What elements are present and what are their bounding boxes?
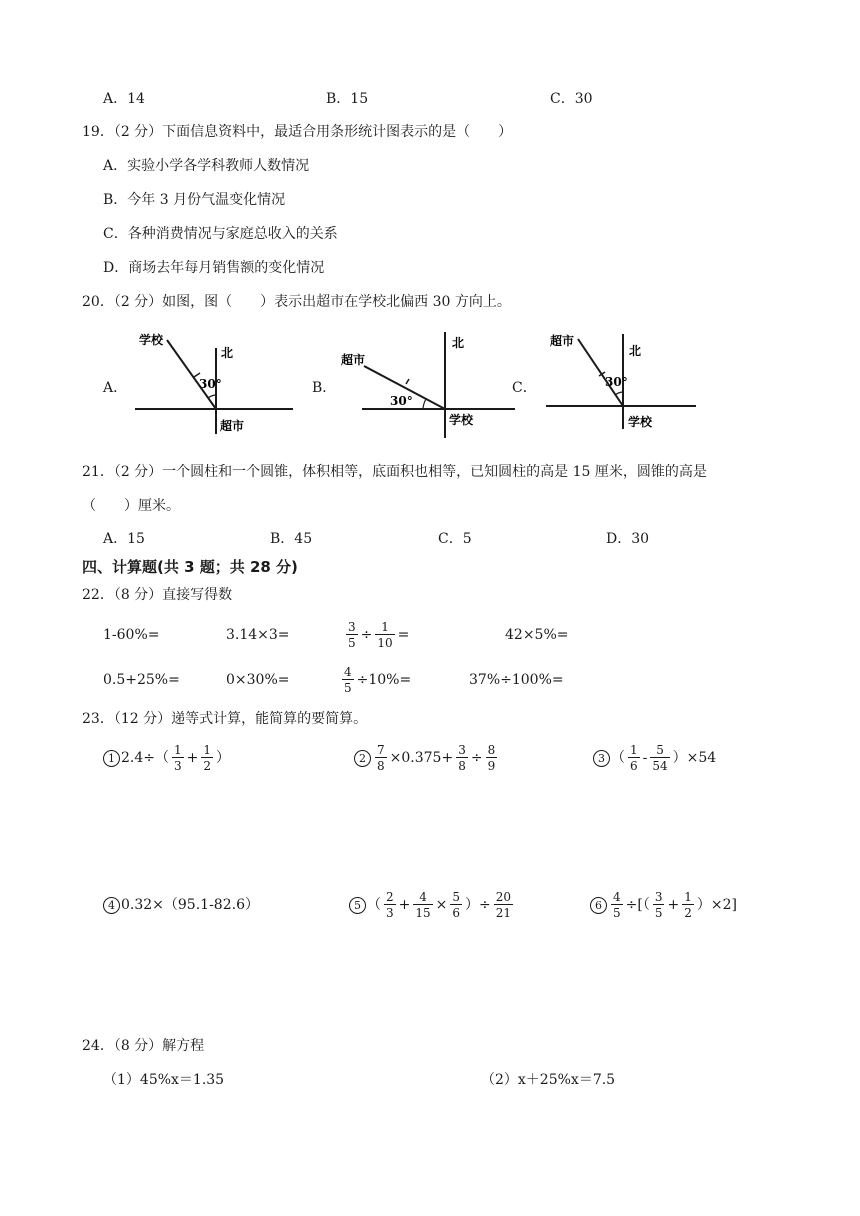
q21-option-a: A．15 [103, 531, 145, 547]
q24-stem: 24．（8 分）解方程 [82, 1038, 205, 1054]
q22-item-7: $\frac{4}{5}$ ÷10%= [344, 665, 412, 695]
circled-number-5: 5 [349, 897, 366, 914]
q19-option-a: A．实验小学各学科教师人数情况 [103, 158, 310, 174]
q19-option-c: C．各种消费情况与家庭总收入的关系 [103, 226, 338, 242]
q21-option-b: B．45 [270, 531, 313, 547]
q21-stem-line1: 21．（2 分）一个圆柱和一个圆锥，体积相等，底面积也相等，已知圆柱的高是 15 厘米，圆锥的高是 [82, 464, 707, 480]
q20-diagram-c [538, 326, 700, 440]
q23-expr-4: 4 0.32×（95.1-82.6） [103, 885, 259, 925]
q20-stem: 20．（2 分）如图，图（ ）表示出超市在学校北偏西 30 方向上。 [82, 294, 511, 310]
q22-item-6: 0×30%= [226, 672, 290, 688]
diagram-c-angle-label: 30° [605, 375, 628, 389]
circled-number-6: 6 [590, 897, 607, 914]
q23-expr-2: 2 $\frac{7}{8}$ ×0.375+ $\frac{3}{8}$ ÷ $\frac{8}{9}$ [354, 738, 500, 778]
q22-item-5: 0.5+25%= [103, 672, 180, 688]
diagram-b-angle-label: 30° [390, 394, 413, 408]
q21-stem-line2: （ ）厘米。 [82, 498, 180, 514]
q18-option-c: C．30 [550, 91, 593, 107]
q21-option-c: C．5 [438, 531, 472, 547]
q23-expr-3: 3 （ $\frac{1}{6}$ - $\frac{5}{54}$ ）×54 [593, 738, 716, 778]
diagram-b-top-label: 超市 [341, 353, 366, 367]
diagram-b-bottom-label: 学校 [449, 413, 474, 427]
q24-equation-1: （1）45%x＝1.35 [103, 1072, 225, 1088]
q18-option-a: A．14 [103, 91, 145, 107]
q20-label-b: B． [312, 380, 337, 396]
circled-number-1: 1 [103, 750, 120, 767]
diagram-b-north-label: 北 [452, 336, 465, 350]
diagram-c-top-label: 超市 [550, 334, 575, 348]
circled-number-4: 4 [103, 897, 120, 914]
q19-option-b: B．今年 3 月份气温变化情况 [103, 192, 286, 208]
q19-stem: 19．（2 分）下面信息资料中，最适合用条形统计图表示的是（ ） [82, 124, 513, 140]
q20-diagram-b [335, 326, 517, 440]
diagram-a-angle-label: 30° [199, 377, 222, 391]
diagram-c-bottom-label: 学校 [628, 415, 653, 429]
diagram-a-top-label: 学校 [139, 333, 164, 347]
q18-option-b: B．15 [326, 91, 369, 107]
diagram-a-north-label: 北 [221, 346, 234, 360]
q22-item-1: 1-60%= [103, 627, 160, 643]
q23-expr-1: 1 2.4÷（ $\frac{1}{3}$ + $\frac{1}{2}$ ） [103, 738, 230, 778]
diagram-c-north-label: 北 [629, 344, 642, 358]
q20-diagram-a [130, 326, 300, 440]
q22-item-4: 42×5%= [505, 627, 569, 643]
q23-expr-5: 5 （ $\frac{2}{3}$ + $\frac{4}{15}$ × $\frac{5}{6}$ ）÷ $\frac{20}{21}$ [349, 885, 516, 925]
q21-option-d: D．30 [606, 531, 650, 547]
diagram-a-bottom-label: 超市 [220, 419, 245, 433]
q23-expr-6: 6 $\frac{4}{5}$ ÷[（ $\frac{3}{5}$ + $\frac{1}{2}$ ）×2] [590, 885, 737, 925]
section-4-title: 四、计算题(共 3 题；共 28 分) [82, 558, 298, 576]
q19-option-d: D．商场去年每月销售额的变化情况 [103, 260, 325, 276]
circled-number-2: 2 [354, 750, 371, 767]
q22-item-3: $\frac{3}{5}$ ÷ $\frac{1}{10}$ = [348, 620, 410, 650]
q22-item-8: 37%÷100%= [469, 672, 564, 688]
q22-stem: 22．（8 分）直接写得数 [82, 587, 233, 603]
q20-label-a: A． [103, 380, 128, 396]
circled-number-3: 3 [593, 750, 610, 767]
q24-equation-2: （2）x＋25%x＝7.5 [481, 1072, 616, 1088]
q20-label-c: C． [512, 380, 537, 396]
q23-stem: 23．（12 分）递等式计算，能简算的要简算。 [82, 711, 368, 727]
q22-item-2: 3.14×3= [226, 627, 290, 643]
